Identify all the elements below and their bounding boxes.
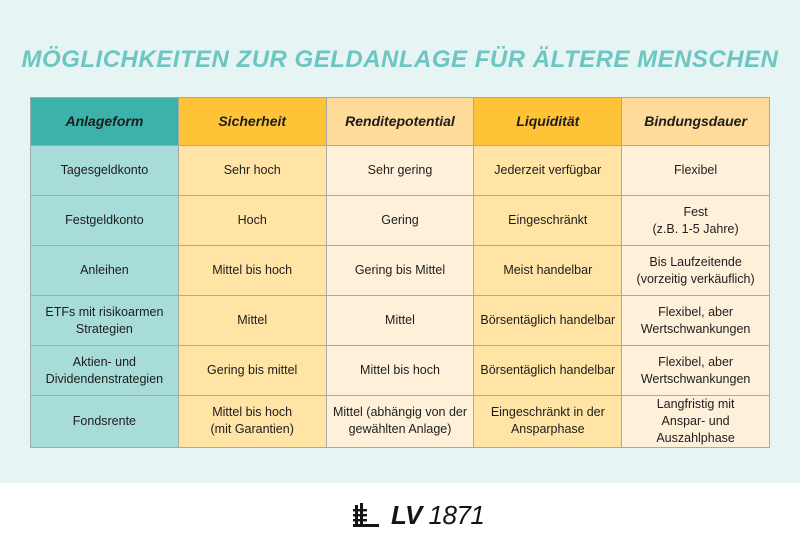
table-cell: Jederzeit verfügbar (474, 146, 622, 196)
header-anlageform: Anlageform (31, 98, 179, 146)
table-cell: Mittel bis hoch (326, 346, 474, 396)
table-cell: Mittel bis hoch (178, 246, 326, 296)
table-cell: Aktien- und Dividendenstrategien (31, 346, 179, 396)
table-cell: Sehr gering (326, 146, 474, 196)
table-cell: Sehr hoch (178, 146, 326, 196)
table-cell: Tagesgeldkonto (31, 146, 179, 196)
table-row (31, 196, 770, 246)
header-renditepotential: Renditepotential (326, 98, 474, 146)
table-cell: Meist handelbar (474, 246, 622, 296)
lv-building-icon (353, 503, 383, 529)
table-cell: Langfristig mit Anspar- und Auszahlphase (622, 396, 770, 448)
table-cell: ETFs mit risikoarmen Strategien (31, 296, 179, 346)
header-sicherheit: Sicherheit (178, 98, 326, 146)
table-cell: Gering bis Mittel (326, 246, 474, 296)
table-cell: Flexibel, aber Wertschwankungen (622, 346, 770, 396)
table-row (31, 246, 770, 296)
table-row (31, 146, 770, 196)
table-cell: Eingeschränkt in der Ansparphase (474, 396, 622, 448)
table-cell: Festgeldkonto (31, 196, 179, 246)
table-cell: Anleihen (31, 246, 179, 296)
table-cell: Mittel bis hoch (mit Garantien) (178, 396, 326, 448)
table-cell: Gering (326, 196, 474, 246)
header-liquiditaet: Liquidität (474, 98, 622, 146)
logo-letters: LV (391, 500, 422, 530)
table-cell: Mittel (abhängig von der gewählten Anlage) (326, 396, 474, 448)
table-cell: Mittel (178, 296, 326, 346)
table-cell: Hoch (178, 196, 326, 246)
table-header-row (31, 98, 770, 146)
table-cell: Gering bis mittel (178, 346, 326, 396)
table-cell: Fest (z.B. 1-5 Jahre) (622, 196, 770, 246)
table-cell: Flexibel, aber Wertschwankungen (622, 296, 770, 346)
page-title: MÖGLICHKEITEN ZUR GELDANLAGE FÜR ÄLTERE MENSCHEN (21, 46, 779, 73)
logo-number: 1871 (428, 500, 485, 530)
table-cell: Fondsrente (31, 396, 179, 448)
table-cell: Börsentäglich handelbar (474, 296, 622, 346)
table-row (31, 346, 770, 396)
lv-logo (353, 500, 484, 531)
comparison-table (30, 97, 770, 448)
header-bindungsdauer: Bindungsdauer (622, 98, 770, 146)
table-cell: Eingeschränkt (474, 196, 622, 246)
table-row (31, 296, 770, 346)
logo-wordmark (391, 500, 484, 531)
table-cell: Flexibel (622, 146, 770, 196)
table-row (31, 396, 770, 448)
table-cell: Bis Laufzeitende (vorzeitig verkäuflich) (622, 246, 770, 296)
table-cell: Börsentäglich handelbar (474, 346, 622, 396)
table-cell: Mittel (326, 296, 474, 346)
